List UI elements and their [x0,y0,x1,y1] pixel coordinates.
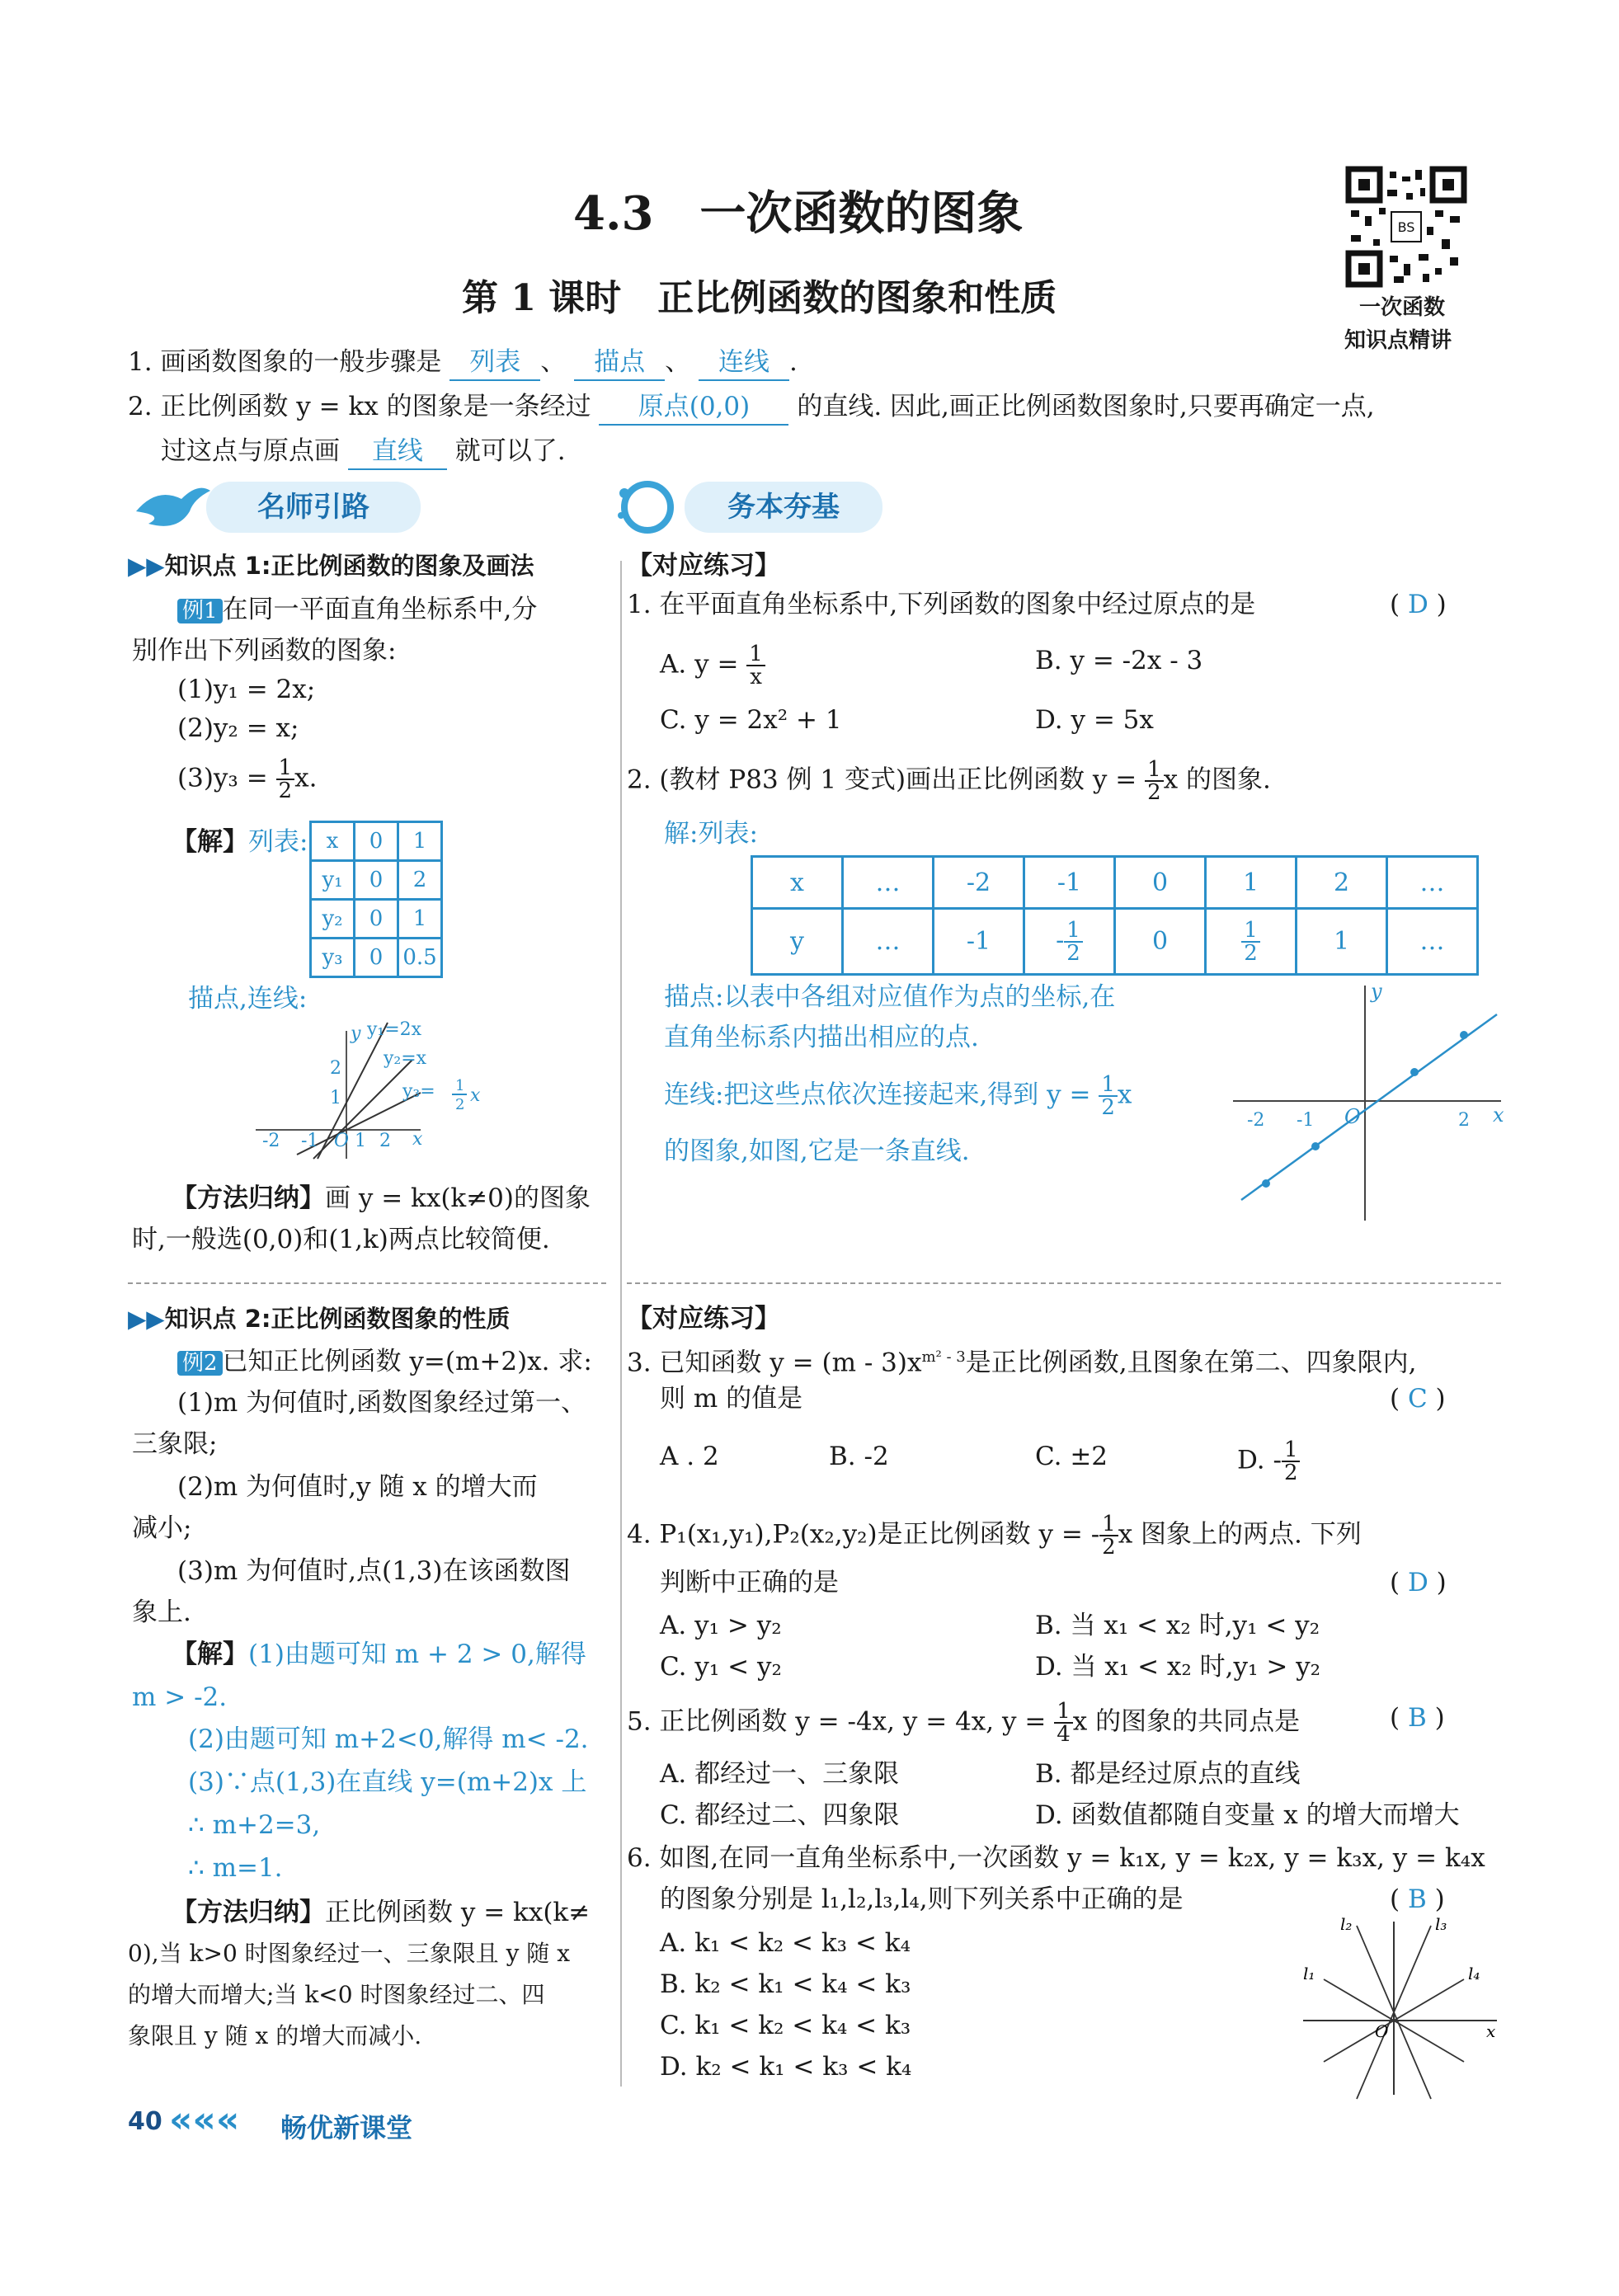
practice-label-1: 【对应练习】 [627,551,780,581]
q6-option-a: A. k₁ < k₂ < k₃ < k₄ [660,1928,911,1958]
graph1-ytick-1: 1 [330,1088,341,1108]
graph6-origin: O [1375,2021,1389,2041]
q3-option-a: A . 2 [660,1442,719,1471]
graph1-y1-label: y₁=2x [367,1019,422,1040]
question-3-answer: ( C ) [1390,1384,1446,1414]
graph6-l2: l₂ [1340,1914,1353,1934]
graph1-y3-x: x [470,1085,481,1106]
graph1-x-label: x [412,1129,423,1150]
graph1-ytick-2: 2 [330,1058,341,1079]
column-divider [620,561,622,2087]
q1-option-c: C. y = 2x² + 1 [660,705,842,735]
question-2: 2. (教材 P83 例 1 变式)画出正比例函数 y = $\frac{1}{2}$ x 的图象. [627,757,1271,805]
practice-label-2: 【对应练习】 [627,1304,780,1334]
q2-plot-text-4: 的图象,如图,它是一条直线. [664,1136,970,1166]
method-summary-2: 【方法归纳】正比例函数 y = kx(k≠ [172,1898,591,1927]
q2-plot-text-2: 直角坐标系内描出相应的点. [664,1023,979,1052]
q3-option-b: B. -2 [829,1442,889,1471]
question-4-answer: ( D ) [1390,1568,1447,1597]
q5-option-b: B. 都是经过原点的直线 [1035,1759,1301,1789]
q2-answer-2: 直线 [348,434,447,470]
question-4: 4. P₁(x₁,y₁),P₂(x₂,y₂)是正比例函数 y = - $\frac{1}{2}$ x 图象上的两点. 下列 [627,1512,1362,1560]
method-summary-1-line2: 时,一般选(0,0)和(1,k)两点比较简便. [132,1225,550,1254]
plot-connect-label: 描点,连线: [188,984,308,1014]
q2-answer-1: 原点(0,0) [599,389,788,426]
example-tag-2: 例2 [177,1351,223,1376]
method-summary-2-line3: 的增大而增大;当 k<0 时图象经过二、四 [128,1981,545,2008]
example-1-item2: (2)y₂ = x; [177,713,299,743]
chevrons-icon: ««« [169,2099,240,2141]
q5-option-c: C. 都经过二、四象限 [660,1800,900,1830]
method-summary-2-line2: 0),当 k>0 时图象经过一、三象限且 y 随 x [128,1940,570,1967]
svg-text:-2: -2 [1247,1110,1265,1131]
q6-option-d: D. k₂ < k₁ < k₃ < k₄ [660,2052,912,2082]
section-divider-left [128,1282,606,1284]
qr-caption-2: 知识点精讲 [1344,328,1452,353]
graph1-tick-2: 2 [379,1131,391,1151]
intro-q2-line2: 过这点与原点画 直线 就可以了. [161,434,566,470]
knowledge-point-1: ▶▶知识点 1:正比例函数的图象及画法 [128,552,534,580]
qr-caption-1: 一次函数 [1359,295,1446,320]
graph6-x: x [1486,2021,1496,2041]
graph1-tick-neg1: -1 [301,1131,319,1151]
method-summary-2-line4: 象限且 y 随 x 的增大而减小. [128,2022,422,2049]
q4-option-a: A. y₁ > y₂ [660,1611,782,1640]
qr-code[interactable] [1344,165,1468,289]
q1-answer-1: 列表 [449,345,540,381]
knowledge-point-2: ▶▶知识点 2:正比例函数图象的性质 [128,1305,511,1333]
q4-option-b: B. 当 x₁ < x₂ 时,y₁ < y₂ [1035,1611,1320,1640]
example-1-line2: 别作出下列函数的图象: [132,636,397,666]
solution-2-line4: (3)∵点(1,3)在直线 y=(m+2)x 上 [188,1767,587,1797]
question-5: 5. 正比例函数 y = -4x, y = 4x, y = $\frac{1}{4}$ x 的图象的共同点是 [627,1699,1301,1747]
arrow-icon: ▶▶ [128,552,165,580]
example-1-item3: (3)y₃ = $\frac{1}{2}$ x. [177,755,318,803]
q3-option-c: C. ±2 [1035,1442,1108,1471]
q5-option-d: D. 函数值都随自变量 x 的增大而增大 [1035,1800,1460,1830]
solution-2: 【解】(1)由题可知 m + 2 > 0,解得 [172,1640,586,1669]
banner-right: 务本夯基 [614,478,887,536]
example-2-item2: (2)m 为何值时,y 随 x 的增大而 [177,1472,538,1502]
footer [128,2099,499,2148]
brand-name: 畅优新课堂 [280,2112,413,2143]
graph-example-1 [247,1014,495,1163]
graph2-y-label: y [1371,980,1382,1003]
graph1-y3-num: 1 [455,1077,465,1094]
method-summary-1: 【方法归纳】画 y = kx(k≠0)的图象 [172,1183,591,1213]
example-1: 例1 在同一平面直角坐标系中,分 [177,592,537,628]
intro-q2: 2. 正比例函数 y = kx 的图象是一条经过 原点(0,0) 的直线. 因此,画正比例函数图象时,只要再确定一点, [128,389,1375,426]
q3-option-d: D. - $\frac{1}{2}$ [1237,1439,1300,1484]
question-3: 3. 已知函数 $y = (m - 3)x^{m^2 - 3}$是正比例函数,且图象在第二、四象限内, [627,1348,1417,1378]
page-title: 4.3 一次函数的图象 [573,186,1024,241]
q2-plot-text-1: 描点:以表中各组对应值作为点的坐标,在 [664,982,1116,1012]
arrow-icon-2: ▶▶ [128,1305,165,1333]
q6-option-c: C. k₁ < k₂ < k₄ < k₃ [660,2011,911,2040]
lesson-subtitle: 第 1 课时 正比例函数的图象和性质 [462,277,1057,319]
q6-option-b: B. k₂ < k₁ < k₄ < k₃ [660,1969,911,1999]
swirl-icon [614,478,689,536]
example-2-item3: (3)m 为何值时,点(1,3)在该函数图 [177,1556,571,1586]
intro-q1: 1. 画函数图象的一般步骤是 列表 、 描点 、 连线 . [128,345,798,381]
solution-2-line5: ∴ m+2=3, [188,1810,321,1840]
graph6-l1: l₁ [1303,1964,1315,1983]
q1-option-b: B. y = -2x - 3 [1035,646,1203,675]
example-tag: 例1 [177,599,223,623]
solution-2-line3: (2)由题可知 m+2<0,解得 m< -2. [188,1724,589,1754]
example-1-item1: (1)y₁ = 2x; [177,675,316,704]
graph-question-2 [1229,973,1504,1229]
example-2-item1b: 三象限; [132,1429,218,1459]
graph2-origin: O [1344,1105,1361,1128]
q1-option-d: D. y = 5x [1035,705,1154,735]
graph1-tick-1: 1 [355,1131,366,1151]
example-2-item3b: 象上. [132,1597,191,1627]
question-6-answer: ( B ) [1390,1884,1445,1914]
graph2-x-label: x [1493,1103,1504,1127]
q1-option-a: A. y = $\frac{1}{x}$ [660,643,765,688]
example-2: 例2 已知正比例函数 y=(m+2)x. 求: [177,1344,592,1381]
q5-option-a: A. 都经过一、三象限 [660,1759,900,1789]
question-5-answer: ( B ) [1390,1703,1445,1733]
graph1-y3-label: y₃= [402,1081,435,1102]
solution-2-line6: ∴ m=1. [188,1853,283,1883]
solution-1: 【解】列表: [172,827,308,857]
section-divider-right [627,1282,1501,1284]
question-6-line2: 的图象分别是 l₁,l₂,l₃,l₄,则下列关系中正确的是 [660,1884,1184,1914]
banner-left: 名师引路 [132,478,429,536]
graph1-y-label: y [351,1023,361,1044]
graph1-origin: O [334,1131,350,1151]
question-1-answer: ( D ) [1390,590,1447,619]
q1-answer-2: 描点 [574,345,665,381]
graph6-l4: l₄ [1468,1964,1480,1983]
graph1-y2-label: y₂=x [384,1048,427,1069]
q4-option-c: C. y₁ < y₂ [660,1652,782,1682]
page-number: 40 [128,2107,162,2136]
graph-question-6 [1295,1913,1501,2103]
question-6: 6. 如图,在同一直角坐标系中,一次函数 y = k₁x, y = k₂x, y = k₃x, y = k₄x [627,1843,1485,1873]
graph1-y3-den: 2 [455,1096,465,1113]
graph1-tick-neg2: -2 [262,1131,280,1151]
value-table-2: x … -2 -1 0 1 2 … y … -1 - $\frac{1}{2}$ 0 $\frac{1}{2}$ 1 … [751,855,1479,976]
solution-2-line2: m > -2. [132,1682,228,1712]
graph6-l3: l₃ [1435,1914,1447,1934]
bird-icon [132,478,214,536]
svg-text:BS: BS [1397,219,1415,235]
example-2-item1: (1)m 为何值时,函数图象经过第一、 [177,1388,587,1418]
svg-text:2: 2 [1458,1110,1470,1131]
example-2-item2b: 减小; [132,1513,192,1543]
q2-plot-text-3: 连线:把这些点依次连接起来,得到 y = $\frac{1}{2}$ x [664,1072,1132,1120]
question-3-line2: 则 m 的值是 [660,1384,803,1414]
question-4-line2: 判断中正确的是 [660,1568,839,1597]
q1-answer-3: 连线 [699,345,789,381]
question-1: 1. 在平面直角坐标系中,下列函数的图象中经过原点的是 [627,590,1256,619]
value-table-1: x 0 1 y₁ 0 2 y₂ 0 1 y₃ 0 0.5 [309,821,443,978]
q2-solution-label: 解:列表: [664,819,758,849]
svg-text:-1: -1 [1297,1110,1315,1131]
q4-option-d: D. 当 x₁ < x₂ 时,y₁ > y₂ [1035,1652,1321,1682]
